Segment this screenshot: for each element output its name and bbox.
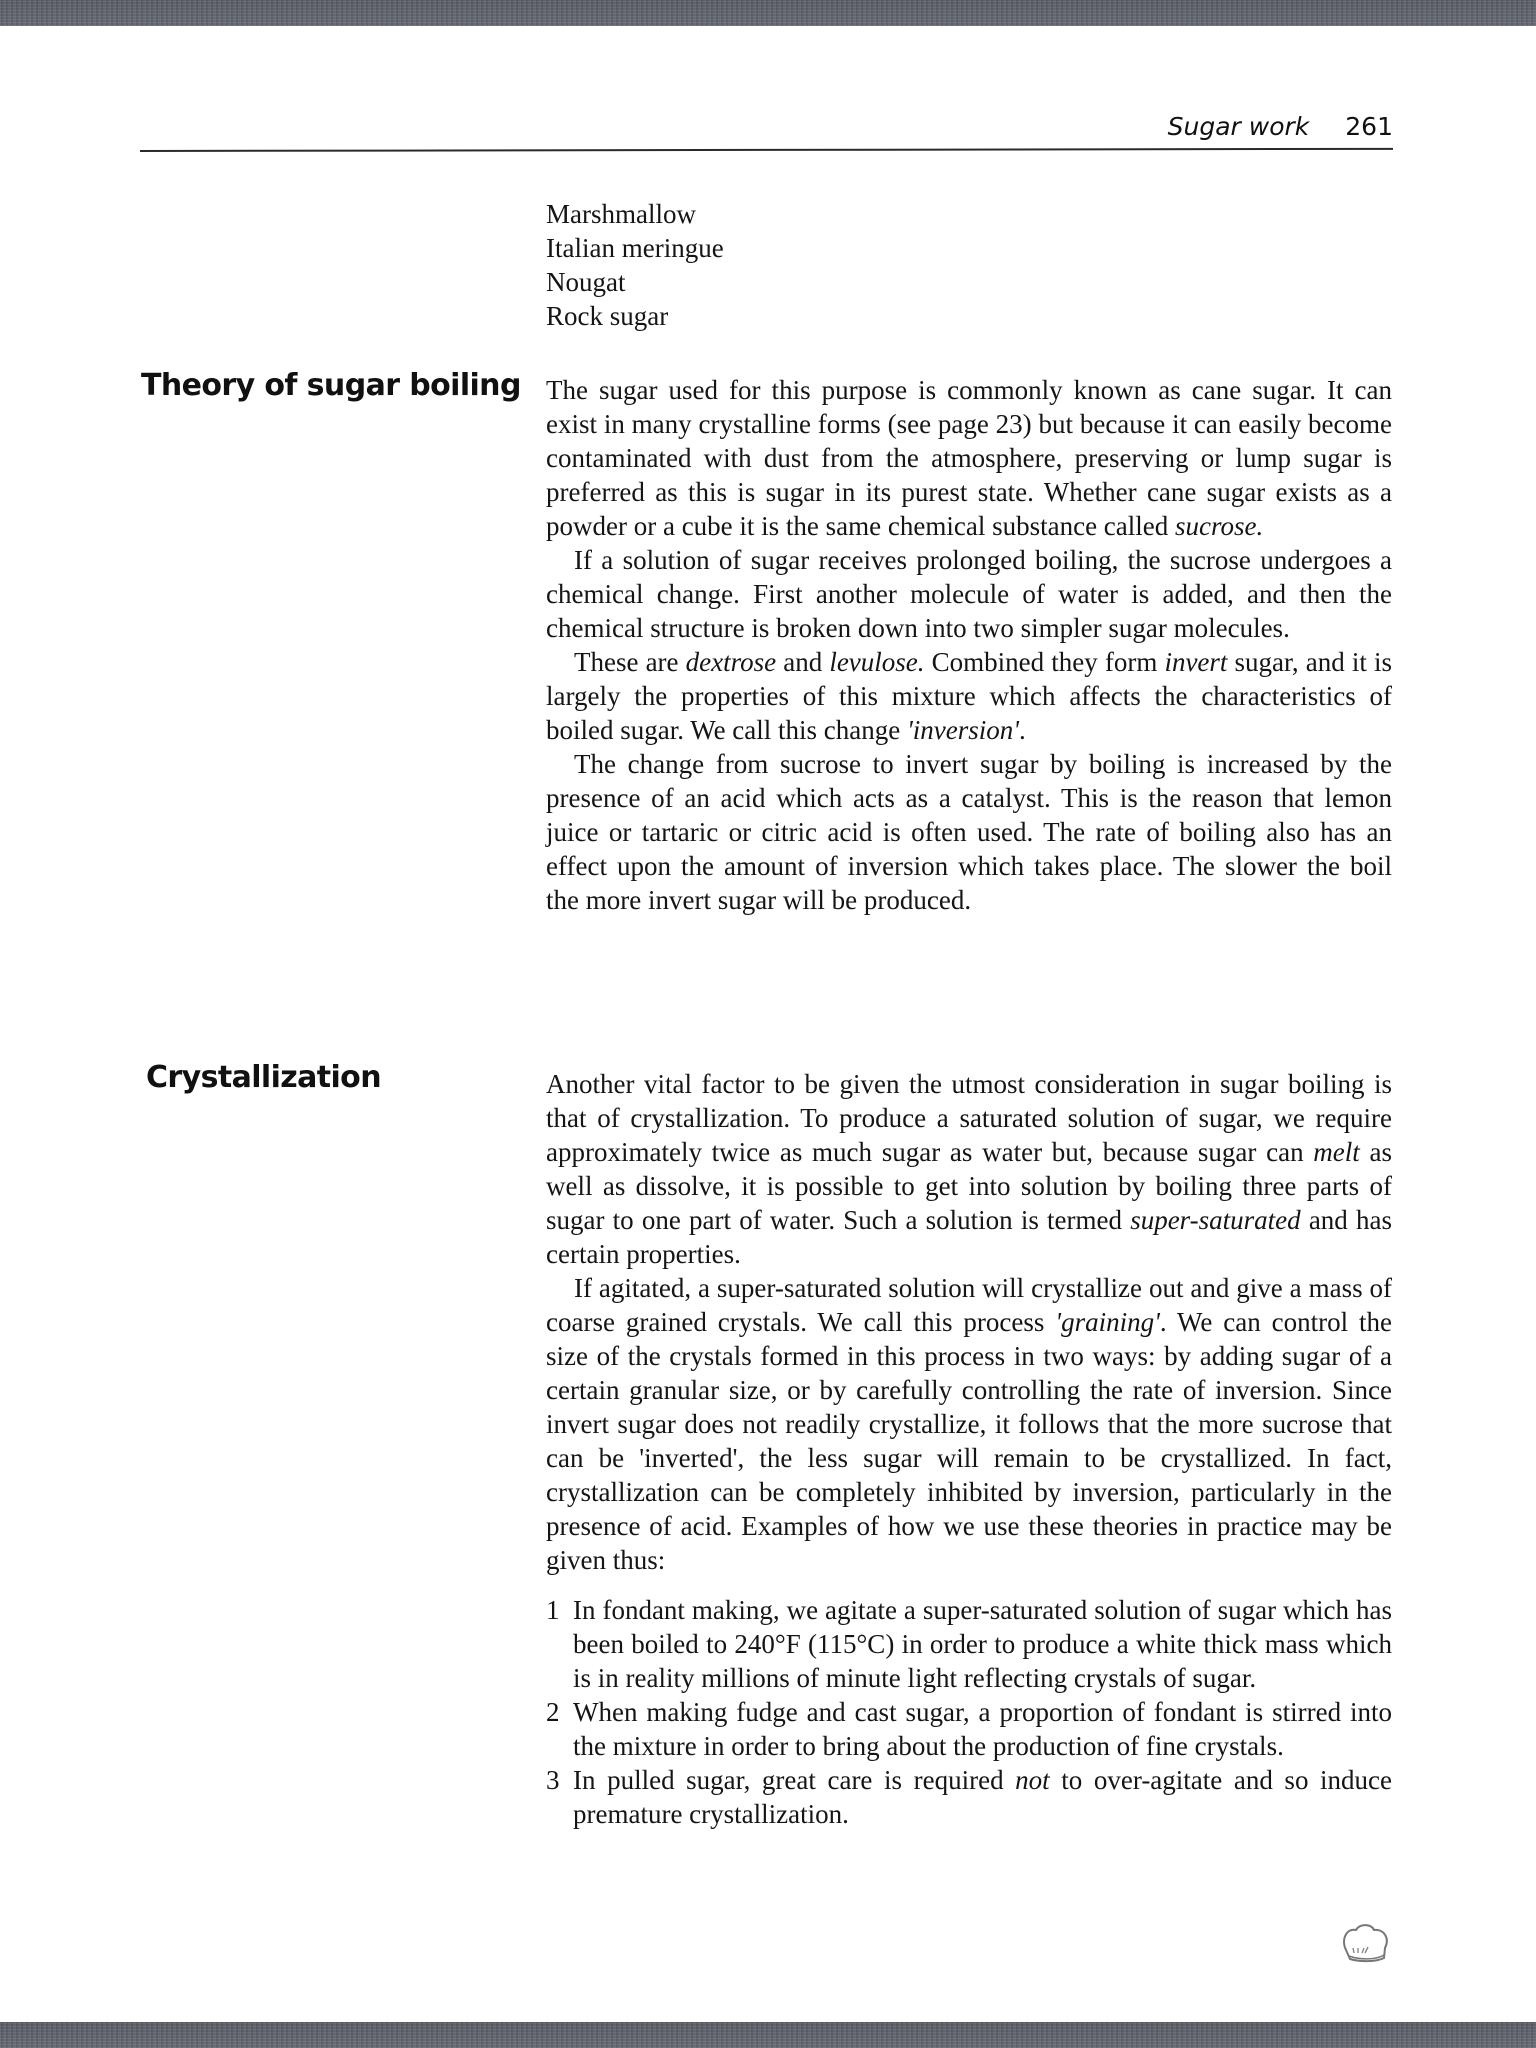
emphasis: levulose. <box>829 647 925 677</box>
paragraph-text: . <box>1019 715 1026 745</box>
emphasis: melt <box>1313 1137 1360 1167</box>
emphasis: not <box>1015 1765 1050 1795</box>
paragraph-text: Another vital factor to be given the utmost consideration in sugar boiling is that of crystallization. To produce a saturated solution of sugar, we require approximately twice as much sugar as water but, because sugar can <box>546 1069 1392 1167</box>
paragraph-text: If agitated, a super-saturated solution will crystallize out and give a mass of coarse grained crystals. We call this process <box>546 1273 1392 1337</box>
list-number: 3 <box>546 1765 560 1795</box>
list-item: Rock sugar <box>546 301 669 331</box>
list-number: 1 <box>546 1595 560 1625</box>
theory-body <box>546 373 1392 917</box>
paragraph-text: Combined they form <box>924 647 1165 677</box>
heading-crystallization: Crystallization <box>146 1060 381 1095</box>
paragraph-text: . We can control the size of the crystals formed in this process in two ways: by adding sugar of a certain granular size, or by carefully controlling the rate of inversion. Since invert sugar does not readily crystallize, it follows that the more sucrose that can be 'inverted', the less sugar will remain to be crystallized. In fact, crystallization can be completely inhibited by inversion, particularly in the presence of acid. Examples of how we use these theories in practice may be given thus: <box>546 1307 1393 1575</box>
list-text: In fondant making, we agitate a super-saturated solution of sugar which has been boiled to 240°F (115°C) in order to produce a white thick mass which is in reality millions of minute light reflecting crystals of sugar. <box>573 1595 1392 1693</box>
examples-list <box>546 1593 1392 1831</box>
emphasis: super-saturated <box>1130 1205 1301 1235</box>
paragraph-text: and has certain properties. <box>546 1205 1392 1269</box>
paragraph-text: These are <box>574 647 686 677</box>
intro-list-block <box>546 197 1392 333</box>
bottom-frame-bar <box>0 2022 1536 2048</box>
paragraph <box>546 1067 1392 1271</box>
paragraph: The change from sucrose to invert sugar by boiling is increased by the presence of an acid which acts as a catalyst. This is the reason that lemon juice or tartaric or citric acid is often used. The rate of boiling also has an effect upon the amount of inversion which takes place. The slower the boil the more invert sugar will be produced. <box>546 749 1392 915</box>
paragraph-text: to over-agitate and so induce premature crystallization. <box>573 1765 1393 1829</box>
list-item: Italian meringue <box>546 233 724 263</box>
paragraph <box>546 373 1392 543</box>
emphasis: sucrose. <box>1175 511 1264 541</box>
paragraph <box>546 645 1392 747</box>
list-item <box>546 1695 1392 1763</box>
list-item <box>546 1763 1392 1831</box>
crystallization-body <box>546 1067 1392 1831</box>
running-head <box>1168 112 1393 141</box>
heading-theory-of-sugar-boiling: Theory of sugar boiling <box>141 368 521 403</box>
header-rule <box>140 148 1393 152</box>
intro-list <box>546 197 1392 333</box>
running-head-section: Sugar work <box>1167 112 1310 141</box>
paragraph-text: In pulled sugar, great care is required <box>573 1765 1016 1795</box>
list-item: Marshmallow <box>546 199 696 229</box>
paragraph-text: and <box>776 647 830 677</box>
emphasis: dextrose <box>685 647 777 677</box>
paragraph <box>546 1271 1392 1577</box>
list-item: Nougat <box>546 267 626 297</box>
paragraph: If a solution of sugar receives prolonged boiling, the sucrose undergoes a chemical change. First another molecule of water is added, and then the chemical structure is broken down into two simpler sugar molecules. <box>546 545 1392 643</box>
list-item <box>546 1593 1392 1695</box>
list-text: When making fudge and cast sugar, a proportion of fondant is stirred into the mixture in order to bring about the production of fine crystals. <box>573 1697 1392 1761</box>
paragraph-text: The sugar used for this purpose is commonly known as cane sugar. It can exist in many crystalline forms (see page 23) but because it can easily become contaminated with dust from the atmosphere, preserving or lump sugar is preferred as this is sugar in its purest state. Whether cane sugar exists as a powder or a cube it is the same chemical substance called <box>546 375 1392 541</box>
list-text <box>573 1763 1392 1831</box>
paragraph-text: sugar, and it is largely the properties of this mixture which affects the characteristics of boiled sugar. We call this change <box>546 647 1392 745</box>
emphasis: 'graining' <box>1055 1307 1160 1337</box>
list-number: 2 <box>546 1697 560 1727</box>
top-frame-bar <box>0 0 1536 26</box>
paragraph-text: as well as dissolve, it is possible to get into solution by boiling three parts of sugar to one part of water. Such a solution is termed <box>546 1137 1392 1235</box>
emphasis: 'inversion' <box>906 715 1020 745</box>
emphasis: invert <box>1164 647 1228 677</box>
chef-hat-icon <box>1340 1922 1392 1972</box>
page-number: 261 <box>1345 112 1393 141</box>
